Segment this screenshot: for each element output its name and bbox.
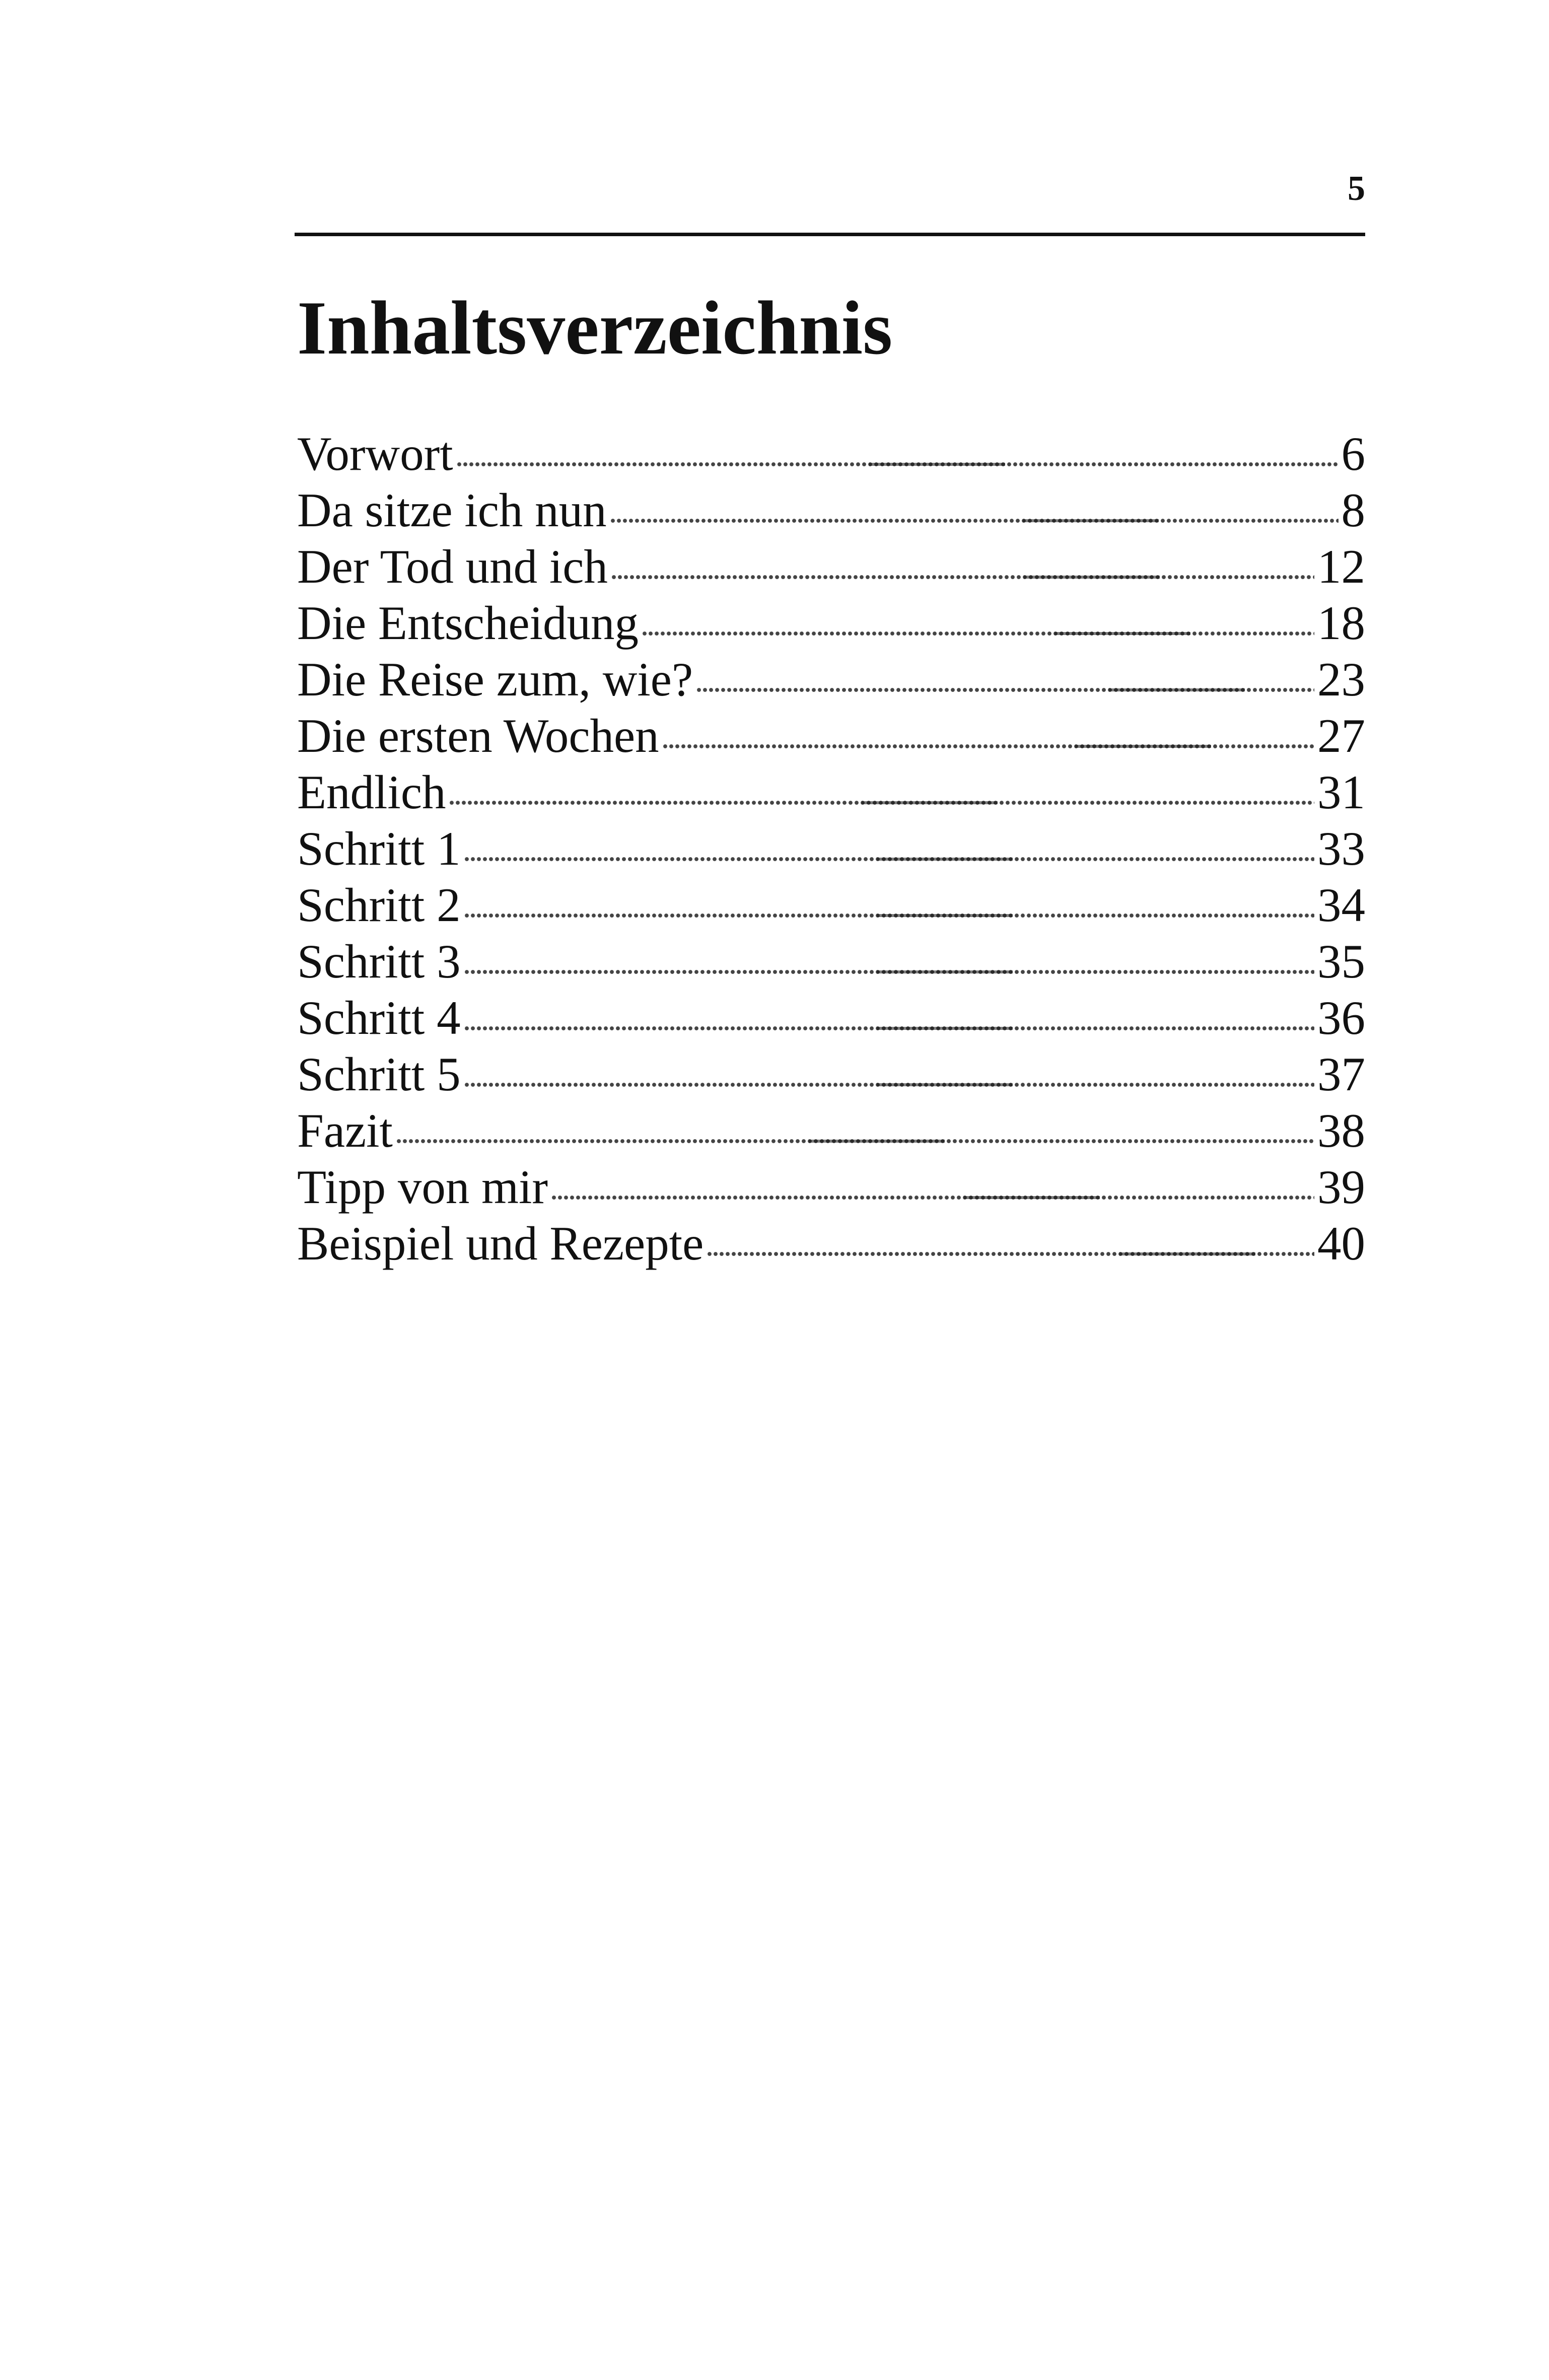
toc-entry-title: Schritt 4 [297,991,461,1044]
toc-entry-page: 38 [1317,1104,1365,1157]
toc-entry-title: Die Entscheidung [297,596,639,650]
toc-leader-dots [551,1195,1314,1200]
toc-leader-dots [707,1251,1314,1256]
toc-entry[interactable] [297,820,1365,877]
toc-entry[interactable] [297,426,1365,482]
toc-entry[interactable] [297,933,1365,990]
toc-entry-page: 34 [1317,878,1365,932]
toc-entry-page: 23 [1317,653,1365,706]
toc-entry[interactable] [297,1159,1365,1215]
toc-entry-page: 37 [1317,1047,1365,1101]
toc-leader-dots [464,913,1314,918]
toc-entry-title: Schritt 3 [297,935,461,988]
toc-entry-title: Endlich [297,765,446,819]
toc-leader-dots [464,857,1314,862]
toc-entry-page: 27 [1317,709,1365,762]
toc-entry[interactable] [297,877,1365,933]
toc-entry[interactable] [297,651,1365,708]
toc-entry-page: 31 [1317,765,1365,819]
toc-entry-page: 40 [1317,1217,1365,1270]
page-number: 5 [1348,169,1365,208]
toc-entry-title: Der Tod und ich [297,540,608,593]
toc-entry-title: Die ersten Wochen [297,709,659,762]
toc-entry-title: Fazit [297,1104,393,1157]
toc-leader-dots [611,575,1314,580]
toc-entry-page: 36 [1317,991,1365,1044]
toc-entry-title: Vorwort [297,427,453,480]
toc-entry-title: Da sitze ich nun [297,483,607,537]
toc-entry[interactable] [297,482,1365,538]
table-of-contents [297,426,1365,1272]
toc-leader-dots [662,744,1314,749]
toc-entry-page: 39 [1317,1160,1365,1214]
toc-entry-page: 6 [1341,427,1365,480]
toc-entry-page: 35 [1317,935,1365,988]
toc-entry[interactable] [297,1102,1365,1159]
toc-entry[interactable] [297,595,1365,651]
toc-entry[interactable] [297,1046,1365,1102]
toc-entry-page: 33 [1317,822,1365,875]
toc-leader-dots [464,1026,1314,1031]
toc-entry-title: Beispiel und Rezepte [297,1217,704,1270]
toc-entry-title: Die Reise zum, wie? [297,653,693,706]
page-title: Inhaltsverzeichnis [297,286,893,370]
toc-leader-dots [464,1082,1314,1087]
toc-entry-page: 8 [1341,483,1365,537]
toc-leader-dots [696,687,1314,692]
toc-entry[interactable] [297,708,1365,764]
toc-entry[interactable] [297,538,1365,595]
header-divider [295,233,1365,236]
toc-entry-page: 18 [1317,596,1365,650]
toc-entry[interactable] [297,990,1365,1046]
toc-leader-dots [396,1139,1314,1144]
toc-entry-page: 12 [1317,540,1365,593]
toc-leader-dots [464,969,1314,974]
toc-leader-dots [449,800,1314,805]
toc-entry-title: Schritt 1 [297,822,461,875]
toc-entry-title: Schritt 2 [297,878,461,932]
toc-entry[interactable] [297,1215,1365,1272]
toc-entry-title: Schritt 5 [297,1047,461,1101]
toc-leader-dots [610,518,1339,523]
toc-entry-title: Tipp von mir [297,1160,548,1214]
toc-entry[interactable] [297,764,1365,820]
toc-leader-dots [642,631,1314,636]
toc-leader-dots [456,462,1339,467]
